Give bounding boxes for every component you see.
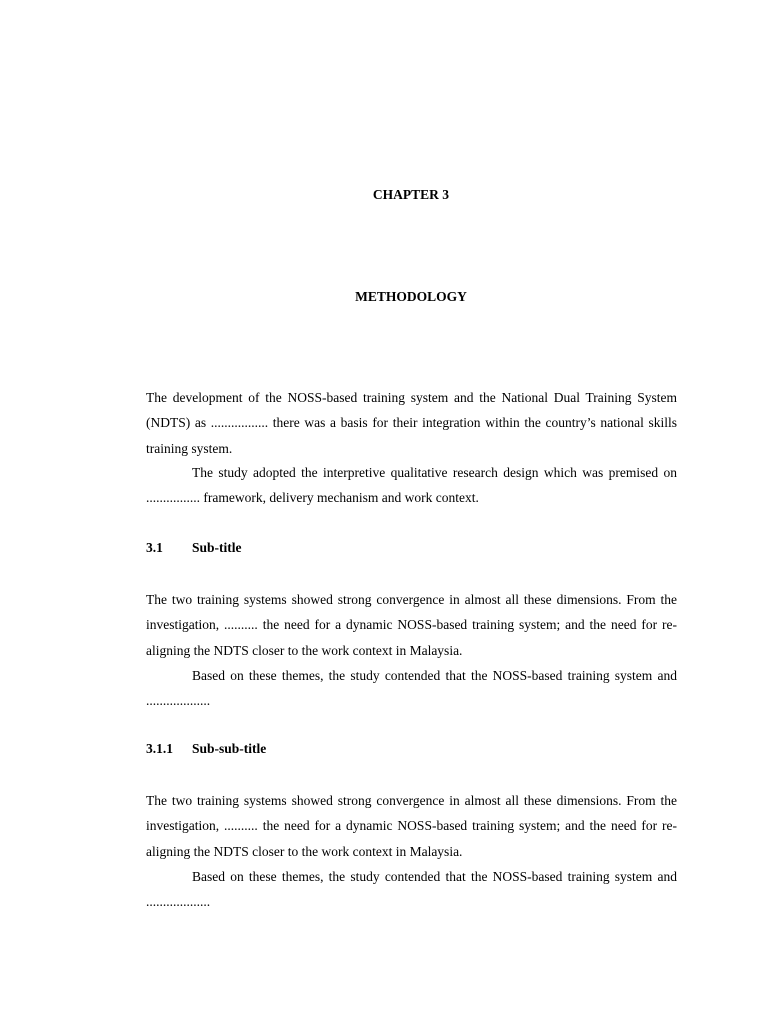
- section-heading-3-1: [146, 539, 242, 557]
- intro-paragraph-1: The development of the NOSS-based training system and the National Dual Training System (NDTS) as ................. there was a basis for their integration within the country’s national skills training system.: [146, 390, 677, 456]
- section-number: 3.1: [146, 540, 163, 555]
- section-3-1-1-paragraph-1: The two training systems showed strong convergence in almost all these dimensions. From the investigation, .......... the need for a dynamic NOSS-based training system; and the need for re-aligning the NDTS closer to the work context in Malaysia.: [146, 793, 677, 859]
- section-3-1-paragraph-1: The two training systems showed strong convergence in almost all these dimensions. From the investigation, .......... the need for a dynamic NOSS-based training system; and the need for re-aligning the NDTS closer to the work context in Malaysia.: [146, 592, 677, 658]
- section-title: Sub-title: [192, 540, 242, 555]
- section-heading-3-1-1: [146, 740, 266, 758]
- chapter-title: METHODOLOGY: [355, 289, 467, 304]
- chapter-label: CHAPTER 3: [372, 187, 450, 202]
- subsection-number: 3.1.1: [146, 741, 173, 756]
- section-3-1-paragraph-2: Based on these themes, the study contended that the NOSS-based training system and ...................: [146, 668, 677, 709]
- section-3-1-1-paragraph-2: Based on these themes, the study contended that the NOSS-based training system and ...................: [146, 869, 677, 910]
- intro-paragraph-2: The study adopted the interpretive qualitative research design which was premised on ................ framework, delivery mechanism and work context.: [146, 465, 677, 506]
- subsection-title: Sub-sub-title: [192, 741, 267, 756]
